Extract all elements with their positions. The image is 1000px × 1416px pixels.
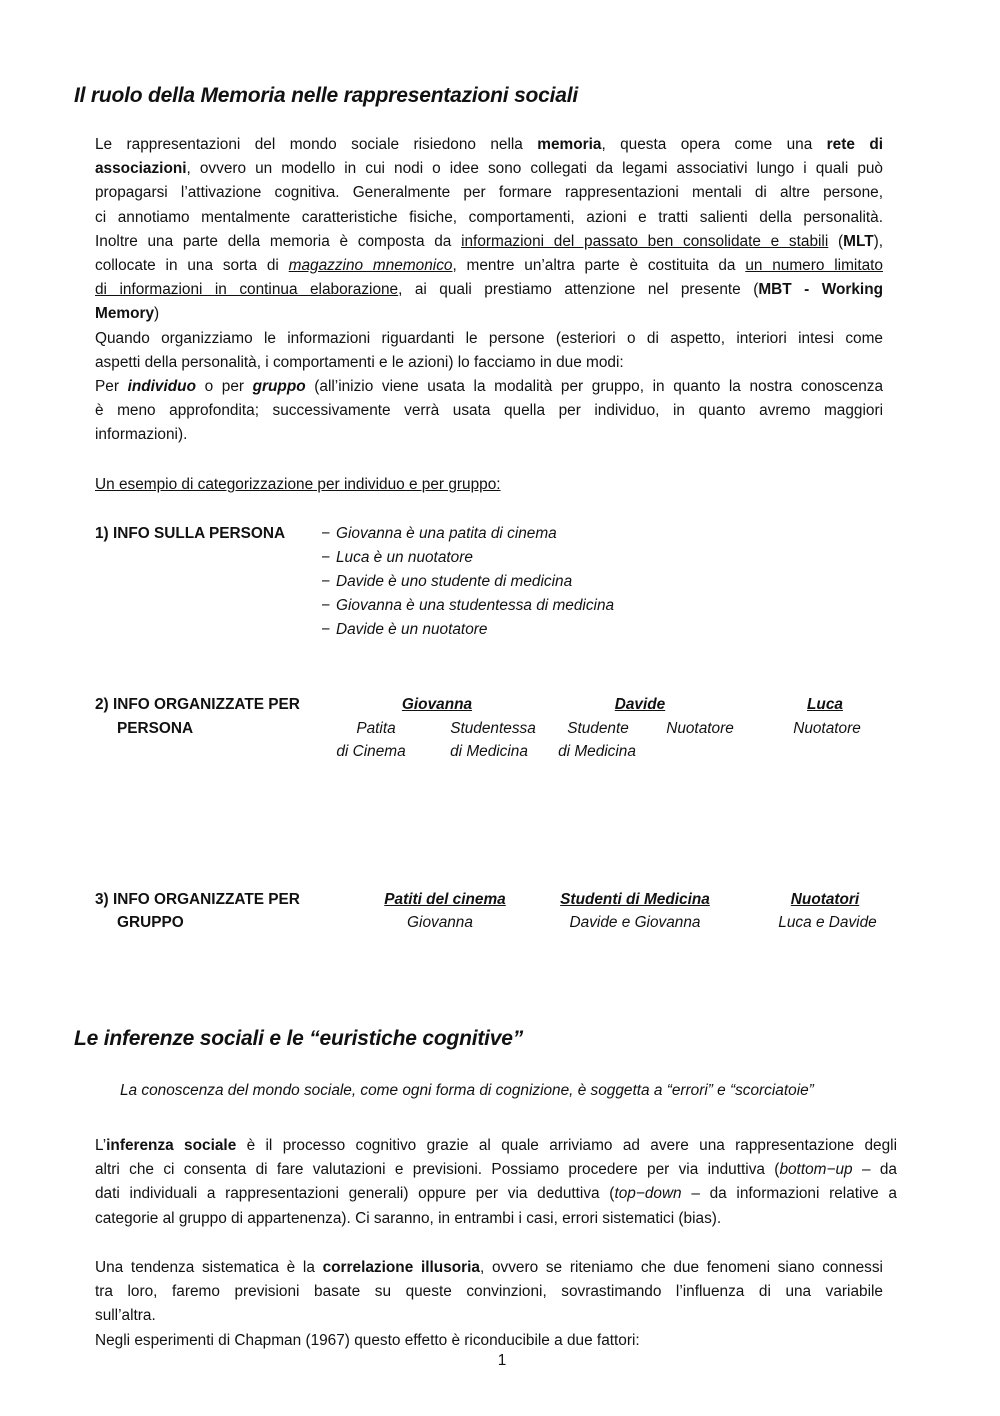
text-line: ci annotiamo mentalmente caratteristiche fisiche, comportamenti, azioni e tratti salienti della personalità.	[95, 208, 883, 226]
text-line: Per individuo o per gruppo (all’inizio viene usata la modalità per gruppo, in quanto la nostra conoscenza	[95, 378, 884, 396]
trait-cell: Studentessa	[450, 720, 536, 737]
paragraph-inferenza	[95, 1134, 897, 1231]
text-line: propagarsi l’attivazione cognitiva. Generalmente per formare rappresentazioni mentali di altre persone,	[95, 184, 883, 202]
text-line: aspetti della personalità, i comportamenti e le azioni) lo facciamo in due modi:	[95, 353, 624, 371]
text-line: informazioni).	[95, 426, 188, 444]
group-members: Davide e Giovanna	[569, 914, 701, 931]
text-line: Memory)	[95, 305, 160, 323]
text-line: Le rappresentazioni del mondo sociale risiedono nella memoria, questa opera come una rete di	[95, 136, 883, 153]
group-members: Luca e Davide	[778, 914, 877, 931]
group-header: Studenti di Medicina	[560, 891, 710, 908]
paragraph-memoria	[95, 133, 883, 448]
text-line: dati individuali a rappresentazioni generali) oppure per via deduttiva (top−down – da informazioni relative a	[95, 1185, 897, 1203]
text-line: Negli esperimenti di Chapman (1967) questo effetto è riconducibile a due fattori:	[95, 1331, 640, 1349]
list-item: − Giovanna è una studentessa di medicina	[321, 597, 615, 614]
text-line: è meno approfondita; successivamente verrà usata quella per individuo, in quanto avremo maggiori	[95, 402, 883, 420]
info2-label: PERSONA	[117, 720, 194, 737]
trait-cell: Studente	[567, 720, 629, 737]
quote: La conoscenza del mondo sociale, come ogni forma di cognizione, è soggetta a “errori” e “scorciatoie”	[120, 1082, 814, 1099]
trait-cell: Nuotatore	[666, 720, 734, 737]
text-line: collocate in una sorta di magazzino mnemonico, mentre un’altra parte è costituita da un numero limitato	[95, 257, 883, 275]
person-luca: Luca	[807, 696, 843, 713]
trait-cell: di Medicina	[558, 743, 636, 760]
info3-label: 3) INFO ORGANIZZATE PER	[95, 891, 300, 908]
text-line: Quando organizziamo le informazioni riguardanti le persone (esteriori o di aspetto, interiori intesi come	[95, 329, 883, 347]
person-giovanna: Giovanna	[401, 696, 473, 713]
group-header: Nuotatori	[790, 891, 860, 908]
section-title-memoria: Il ruolo della Memoria nelle rappresentazioni sociali	[74, 84, 579, 107]
text-line: tra loro, faremo previsioni basate su queste convinzioni, sovrastimando l’influenza di una variabile	[95, 1283, 883, 1301]
list-item: − Davide è un nuotatore	[321, 621, 488, 638]
list-item: − Giovanna è una patita di cinema	[321, 525, 557, 542]
page-number: 1	[497, 1352, 507, 1369]
text-line: Inoltre una parte della memoria è composta da informazioni del passato ben consolidate e stabili (MLT),	[95, 232, 884, 250]
text-line: sull’altra.	[95, 1307, 156, 1325]
info2-label: 2) INFO ORGANIZZATE PER	[95, 696, 300, 713]
text-line: associazioni, ovvero un modello in cui nodi o idee sono collegati da legami associativi lungo i quali può	[95, 160, 883, 178]
text-line: L’inferenza sociale è il processo cognitivo grazie al quale arriviamo ad avere una rappresentazione degli	[95, 1137, 897, 1154]
info3-label: GRUPPO	[117, 914, 184, 931]
text-line: categorie al gruppo di appartenenza). Ci saranno, in entrambi i casi, errori sistematici (bias).	[95, 1209, 722, 1227]
text-line: di informazioni in continua elaborazione, ai quali prestiamo attenzione nel presente (MBT - Working	[95, 281, 883, 299]
trait-cell: di Medicina	[450, 743, 528, 760]
text-line: Una tendenza sistematica è la correlazione illusoria, ovvero se riteniamo che due fenomeni siano connessi	[95, 1259, 883, 1276]
list-item: − Davide è uno studente di medicina	[321, 573, 573, 590]
info1-label: 1) INFO SULLA PERSONA	[95, 525, 286, 542]
trait-cell: Nuotatore	[793, 720, 861, 737]
example-heading: Un esempio di categorizzazione per individuo e per gruppo:	[95, 476, 501, 493]
person-davide: Davide	[614, 696, 666, 713]
text-line: altri che ci consenta di fare valutazioni e previsioni. Possiamo procedere per via induttiva (bottom−up – da	[95, 1161, 897, 1179]
trait-cell: di Cinema	[336, 743, 406, 760]
group-members: Giovanna	[407, 914, 473, 931]
trait-cell: Patita	[356, 720, 396, 737]
group-header: Patiti del cinema	[384, 891, 506, 908]
list-item: − Luca è un nuotatore	[321, 549, 473, 566]
section-title-inferenze: Le inferenze sociali e le “euristiche cognitive”	[74, 1027, 524, 1050]
paragraph-correlazione	[95, 1256, 883, 1353]
